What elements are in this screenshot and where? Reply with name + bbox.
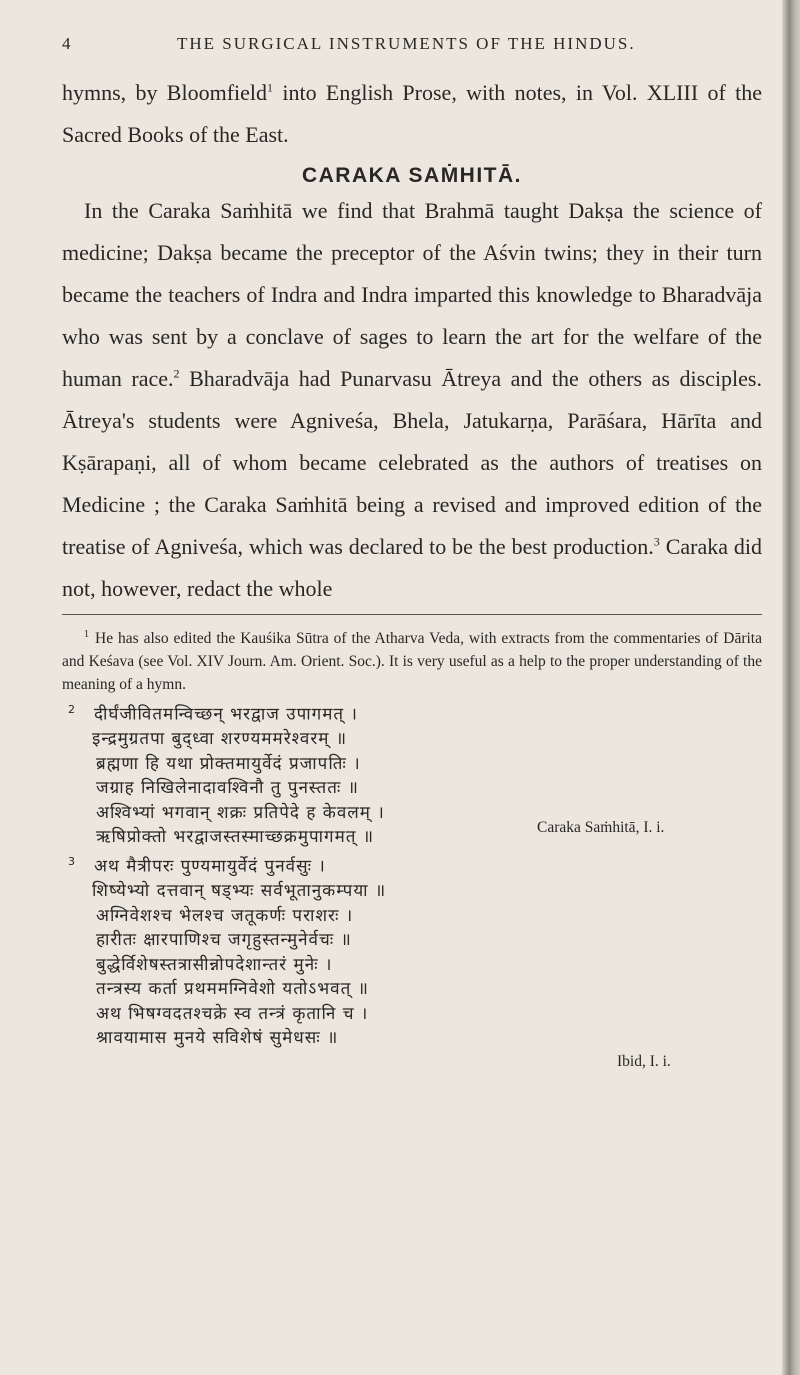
verse-line: ऋषिप्रोक्तो भरद्वाजस्तस्माच्छक्रमुपागमत् ॥ [96, 827, 375, 848]
footnote-3-verses [62, 850, 762, 1071]
page-content [62, 72, 762, 1071]
verse-line: शिष्येभ्यो दत्तवान् षड्भ्यः सर्वभूतानुकम्पया ॥ [92, 881, 387, 902]
verse-line: बुद्धेर्विशेषस्तत्रासीन्नोपदेशान्तरं मुनेः । [96, 954, 333, 975]
intro-paragraph [62, 72, 762, 156]
page-edge-shadow [782, 0, 800, 1375]
verse-text: अथ मैत्रीपरः पुण्यमायुर्वेदं पुनर्वसुः । [94, 856, 326, 877]
verse-line [62, 850, 762, 879]
verse-line: इन्द्रमुग्रतपा बुद्ध्वा शरण्यममरेश्वरम् ॥ [92, 729, 348, 750]
footnote-3-source: Ibid, I. i. [617, 1053, 671, 1071]
verse-text: दीर्घंजीवितमन्विच्छन् भरद्वाज उपागमत् । [94, 704, 358, 725]
footnote-1-text: He has also edited the Kauśika Sūtra of the Atharva Veda, with extracts from the commentaries of Dārita and Keśava (see Vol. XIV Journ. Am. Orient. Soc.). It is very useful as a help to the proper understanding of the meaning of a hymn. [62, 630, 762, 694]
running-head-title: THE SURGICAL INSTRUMENTS OF THE HINDUS. [177, 34, 636, 53]
main-text-part2: Bharadvāja had Punarvasu Ātreya and the others as disciples. Ātreya's students were Agniveśa, Bhela, Jatukarṇa, Parāśara, Hārīta and Kṣārapaṇi, all of whom became celebrated as the authors of treatises on Medicine ; the Caraka Saṁhitā being a revised and improved edition of the treatise of Agniveśa, which was declared to be the best production. [62, 366, 762, 559]
footnote-ref-2: 2 [173, 366, 180, 381]
footnote-2-number: 2 [68, 703, 76, 717]
footnote-3-number: 3 [68, 855, 76, 869]
section-heading: CARAKA SAṀHITĀ. [301, 164, 523, 187]
footnote-1 [62, 623, 762, 696]
verse-line: ब्रह्मणा हि यथा प्रोक्तमायुर्वेदं प्रजापतिः । [96, 753, 361, 774]
verse-line: अश्विभ्यां भगवान् शक्रः प्रतिपेदे ह केवलम् । [96, 802, 385, 823]
verse-line: श्रावयामास मुनये सविशेषं सुमेधसः ॥ [96, 1028, 339, 1049]
verse-line: अग्निवेशश्च भेलश्च जतूकर्णः पराशरः । [96, 905, 354, 926]
running-head [62, 34, 762, 64]
intro-text-before: hymns, by Bloomfield [62, 80, 268, 105]
footnote-ref-3: 3 [653, 534, 660, 549]
verse-line: तन्त्रस्य कर्ता प्रथममग्निवेशो यतोऽभवत् ॥ [96, 979, 369, 1000]
footnote-2-source: Caraka Saṁhitā, I. i. [537, 819, 665, 837]
footnote-2-verses [62, 698, 762, 848]
verse-line: जग्राह निखिलेनादावश्विनौ तु पुनस्ततः ॥ [96, 778, 359, 799]
verse-line [62, 698, 762, 727]
main-paragraph [62, 190, 762, 610]
verse-line: अथ भिषग्वदतश्चक्रे स्व तन्त्रं कृतानि च । [96, 1003, 369, 1024]
footnote-ref-1: 1 [267, 80, 274, 95]
page-number: 4 [62, 34, 72, 53]
footnote-1-number: 1 [84, 629, 89, 640]
verse-line: हारीतः क्षारपाणिश्च जगृहुस्तन्मुनेर्वचः ॥ [96, 930, 352, 951]
main-text-part3: Caraka did not, however, redact the whole [62, 534, 762, 601]
main-text-part1: In the Caraka Saṁhitā we find that Brahmā taught Dakṣa the science of medicine; Dakṣa became the preceptor of the Aśvin twins; they in their turn became the teachers of Indra and Indra imparted this knowledge to Bharadvāja who was sent by a conclave of sages to learn the art for the welfare of the human race. [62, 198, 762, 391]
footnote-divider [62, 614, 762, 615]
intro-text-after: into English Prose, with notes, in Vol. XLIII of the Sacred Books of the East. [62, 80, 762, 147]
